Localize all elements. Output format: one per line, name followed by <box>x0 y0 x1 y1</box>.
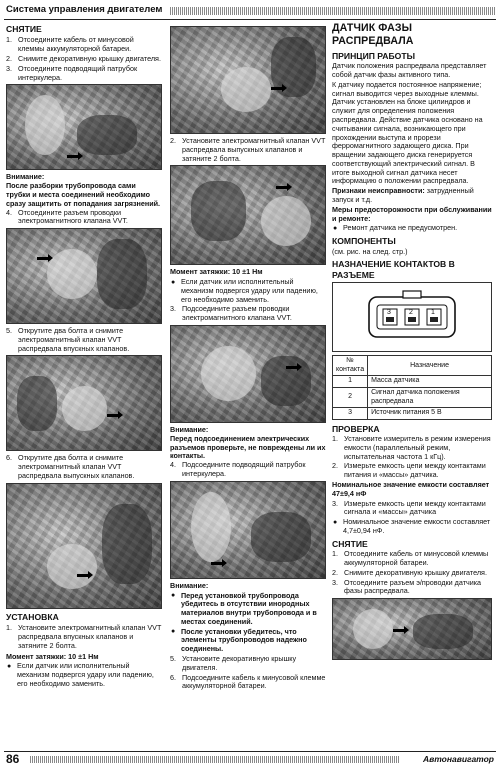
pin-label-3: 3 <box>387 309 391 317</box>
bullet-item: ● Если датчик или исполнительный механизм подвергся удару или падению, его необходимо заменить. <box>7 661 154 688</box>
arrow-icon <box>393 629 405 632</box>
contacts-table <box>332 355 492 419</box>
torque-spec: Момент затяжки: 10 ±1 Нм <box>6 651 99 661</box>
step-item: 1. Установите электромагнитный клапан VVT распредвала впускных клапанов и затяните 2 болта. <box>6 623 162 650</box>
connector-diagram <box>332 282 492 352</box>
warning-bullets <box>170 592 326 654</box>
removal-steps <box>6 36 162 82</box>
step-item: 1. Отсоедините кабель от минусовой клеммы аккумуляторной батареи. <box>332 549 489 567</box>
pinout-title: НАЗНАЧЕНИЕ КОНТАКТОВ В РАЗЪЕМЕ <box>332 259 455 280</box>
check-title: ПРОВЕРКА <box>332 423 380 434</box>
step-item: 3. Отсоедините разъем э/проводки датчика фазы распредвала. <box>332 577 482 596</box>
steps-5-6 <box>170 655 326 691</box>
warning-text: Перед подсоединением электрических разъемов проверьте, не повреждены ли их контакты. <box>170 433 326 461</box>
arrow-icon <box>211 562 223 565</box>
footer-rule <box>4 751 496 752</box>
table-header-num: № контакта <box>333 356 368 376</box>
bullet-list <box>6 662 162 688</box>
main-title: ДАТЧИК ФАЗЫ РАСПРЕДВАЛА <box>332 22 414 47</box>
step-item: 1. Установите измеритель в режим измерения емкости (параллельный режим, испытательная частота 1 кГц). <box>332 434 491 461</box>
step-item: 2. Измерьте емкость цепи между контактами питания и «массы» датчика. <box>332 461 486 480</box>
arrow-icon <box>271 87 283 90</box>
bullet-list <box>170 278 326 304</box>
warning-label: Внимание: <box>6 172 45 182</box>
install-steps <box>6 624 162 650</box>
step-item: 3. Измерьте емкость цепи между контактами сигнала и «массы» датчика <box>332 498 486 517</box>
engine-photo-intercooler-install <box>170 481 326 579</box>
table-header-purpose: Назначение <box>368 356 492 376</box>
precaution-list <box>332 224 492 233</box>
step-item: 3. Подсоедините разъем проводки электромагнитного клапана VVT. <box>170 304 292 323</box>
principle-text: Датчик положения распредвала представляет собой датчик фазы активного типа. <box>332 61 487 80</box>
steps-2 <box>170 137 326 163</box>
table-row: 2 Сигнал датчика положения распредвала <box>333 388 492 408</box>
check-steps <box>332 435 492 480</box>
warning-text: После разборки трубопровода сами трубки и места соединений необходимо сразу защитить от попадания загрязнений. <box>6 181 161 208</box>
nominal-value-1: Номинальное значение емкости составляет 47±9,4 нФ <box>332 479 490 498</box>
engine-photo-cam-sensor <box>332 598 492 660</box>
bullet-item: ● Номинальное значение емкости составляет 4,7±0,94 нФ. <box>333 517 491 535</box>
engine-photo-install-exhaust <box>170 26 326 134</box>
check-step-3 <box>332 500 492 518</box>
warning-label: Внимание: <box>170 425 209 435</box>
torque-spec: Момент затяжки: 10 ±1 Нм <box>170 267 263 277</box>
steps-6 <box>6 454 162 480</box>
principle-text-2: К датчику подается постоянное напряжение; сигнал выводится через выходные клеммы. Датчик установлен на блоке цилиндров и служит для определения положения распредвала. Действие датчика основано на считывании сигнала, возникающего при прохождении выступа и прорези ферромагнитного задающего диска. При вращении задающего диска генерируется соответствующий электрический сигнал. В итоге выходной сигнал датчика несет информацию о положении распредвала. <box>332 79 483 186</box>
bullet-item: ● После установки убедитесь, что элементы трубопроводов надежно соединены. <box>171 626 307 654</box>
install-title: УСТАНОВКА <box>6 611 59 622</box>
step-item: 1. Отсоедините кабель от минусовой клеммы аккумуляторной батареи. <box>6 35 134 54</box>
steps-5 <box>6 327 162 353</box>
removal-title: СНЯТИЕ <box>6 24 42 34</box>
bullet-item: ● Если датчик или исполнительный механизм подвергся удару или падению, его необходимо заменить. <box>171 277 318 304</box>
engine-photo-intercooler <box>6 84 162 170</box>
column-right <box>332 22 492 663</box>
steps-4 <box>170 461 326 479</box>
bullet-item: ● Перед установкой трубопровода убедитесь в отсутствии инородных материалов внутри трубопровода и в местах соединений. <box>171 590 317 626</box>
engine-photo-vvt-connector <box>6 228 162 324</box>
table-row: 3 Источник питания 5 В <box>333 408 492 420</box>
step-item: 2. Установите электромагнитный клапан VVT распредвала выпускных клапанов и затяните 2 болта. <box>170 136 326 163</box>
column-left <box>6 22 162 690</box>
page-number: 86 <box>6 752 20 766</box>
arrow-icon <box>37 257 49 260</box>
step-item: 5. Установите декоративную крышку двигателя. <box>170 653 297 672</box>
step-item: 3. Отсоедините подводящий патрубок интеркулера. <box>6 63 138 82</box>
arrow-icon <box>107 414 119 417</box>
engine-photo-vvt-valve <box>170 165 326 265</box>
components-title: КОМПОНЕНТЫ <box>332 236 396 247</box>
step-item: 5. Открутите два болта и снимите электромагнитный клапан VVT распредвала впускных клапанов. <box>6 326 130 353</box>
steps-4 <box>6 209 162 227</box>
principle-title: ПРИНЦИП РАБОТЫ <box>332 50 416 61</box>
table-row: 1 Масса датчика <box>333 376 492 388</box>
steps-3 <box>170 305 326 323</box>
arrow-icon <box>77 574 89 577</box>
bullet-item: ● Ремонт датчика не предусмотрен. <box>333 223 458 233</box>
step-item: 4. Отсоедините разъем проводки электромагнитного клапана VVT. <box>6 207 128 226</box>
engine-photo-exhaust-vvt <box>6 483 162 609</box>
pin-label-2: 2 <box>409 309 413 317</box>
precaution-label: Меры предосторожности при обслуживании и ремонте: <box>332 204 492 223</box>
arrow-icon <box>67 155 79 158</box>
components-ref: (см. рис. на след. стр.) <box>332 246 408 256</box>
pin-label-1: 1 <box>431 309 435 317</box>
column-middle <box>170 22 326 692</box>
engine-photo-vvt-connect <box>170 325 326 423</box>
arrow-icon <box>286 366 298 369</box>
arrow-icon <box>276 186 288 189</box>
engine-photo-intake-vvt <box>6 355 162 451</box>
nominal-list <box>332 518 492 536</box>
warning-label: Внимание: <box>170 580 209 590</box>
header-decorative-stripe <box>170 7 496 15</box>
page-header <box>0 2 500 18</box>
step-item: 2. Снимите декоративную крышку двигателя. <box>6 54 161 64</box>
removal-steps <box>332 550 492 596</box>
section-header-title: Система управления двигателем <box>6 4 163 15</box>
fault-signs: Признаки неисправности: затрудненный запуск и т.д. <box>332 186 474 205</box>
footer-decorative-stripe <box>30 756 400 763</box>
publisher-brand: Автонавигатор <box>423 754 494 764</box>
step-item: 6. Подсоедините кабель к минусовой клемме аккумуляторной батареи. <box>170 672 326 691</box>
header-rule <box>4 19 496 20</box>
step-item: 6. Открутите два болта и снимите электромагнитный клапан VVT распредвала выпускных клапанов. <box>6 453 135 480</box>
step-item: 2. Снимите декоративную крышку двигателя. <box>332 567 487 577</box>
removal-title: СНЯТИЕ <box>332 538 368 549</box>
step-item: 4. Подсоедините подводящий патрубок интеркулера. <box>170 460 306 478</box>
